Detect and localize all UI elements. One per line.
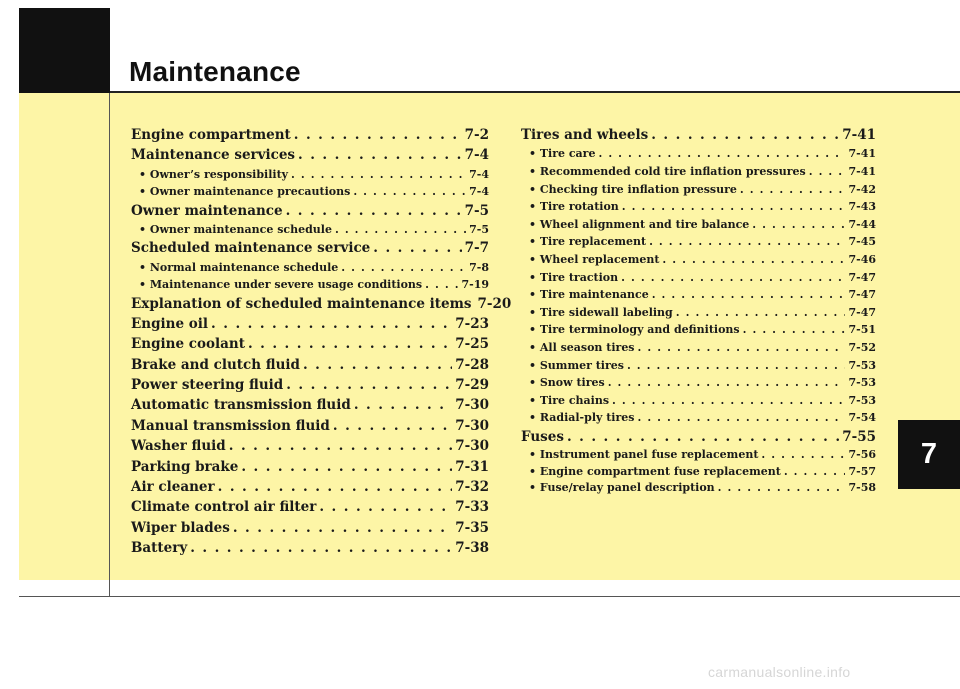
dot-leader: [627, 357, 846, 375]
dot-leader: [229, 436, 452, 456]
dot-leader: [612, 392, 845, 410]
toc-entry-label: • Normal maintenance schedule: [139, 260, 339, 274]
toc-subentry[interactable]: [521, 447, 876, 464]
toc-entry[interactable]: [131, 538, 489, 558]
toc-entry-page: 7-5: [464, 202, 489, 219]
dot-leader: [598, 145, 845, 163]
dot-leader: [373, 238, 461, 258]
toc-subentry[interactable]: [521, 145, 876, 163]
toc-entry-label: • Owner’s responsibility: [139, 167, 289, 181]
toc-entry-page: 7-4: [469, 167, 489, 181]
toc-entry-page: 7-41: [842, 127, 876, 143]
margin-divider: [109, 93, 110, 596]
toc-entry-page: 7-5: [469, 222, 489, 236]
chapter-tab[interactable]: 7: [898, 420, 960, 489]
toc-entry-page: 7-56: [848, 448, 876, 462]
toc-entry-label: • Checking tire inflation pressure: [529, 182, 737, 196]
dot-leader: [567, 427, 839, 447]
dot-leader: [248, 334, 452, 354]
toc-subentry[interactable]: [521, 216, 876, 234]
toc-right-column: [521, 125, 876, 497]
toc-left-column: [131, 125, 512, 559]
dot-leader: [608, 374, 846, 392]
toc-entry-label: • Engine compartment fuse replacement: [529, 464, 781, 478]
toc-entry-label: Explanation of scheduled maintenance items: [131, 295, 472, 312]
toc-entry-label: Air cleaner: [131, 479, 215, 496]
toc-entry[interactable]: [521, 427, 876, 447]
toc-entry[interactable]: [131, 334, 489, 354]
dot-leader: [294, 125, 462, 145]
toc-subentry[interactable]: [521, 269, 876, 287]
toc-entry-label: • Wheel alignment and tire balance: [529, 217, 750, 231]
toc-entry-page: 7-53: [848, 358, 876, 372]
toc-entry[interactable]: [131, 125, 489, 145]
toc-subentry[interactable]: [521, 163, 876, 181]
toc-entry-page: 7-53: [848, 393, 876, 407]
dot-leader: [621, 269, 845, 287]
toc-entry-label: Power steering fluid: [131, 377, 284, 394]
toc-entry-label: Washer fluid: [131, 438, 226, 455]
toc-entry-label: • Summer tires: [529, 358, 624, 372]
toc-entry-page: 7-41: [848, 147, 876, 161]
toc-entry-page: 7-54: [848, 411, 876, 425]
toc-entry-label: Owner maintenance: [131, 202, 283, 219]
dot-leader: [353, 183, 466, 200]
toc-subentry[interactable]: [521, 357, 876, 375]
bottom-divider: [19, 596, 960, 597]
toc-entry-page: 7-19: [461, 278, 489, 292]
page-title: Maintenance: [129, 56, 301, 87]
dot-leader: [649, 233, 845, 251]
toc-entry-page: 7-4: [469, 185, 489, 199]
dot-leader: [341, 259, 466, 276]
toc-entry-page: 7-42: [848, 182, 876, 196]
toc-subentry[interactable]: [521, 464, 876, 481]
toc-entry-label: Battery: [131, 540, 188, 557]
dot-leader: [761, 447, 845, 464]
toc-subentry[interactable]: [521, 392, 876, 410]
toc-entry-label: Brake and clutch fluid: [131, 356, 300, 373]
toc-subentry[interactable]: [521, 374, 876, 392]
dot-leader: [286, 201, 462, 221]
dot-leader: [740, 181, 846, 199]
toc-entry-page: 7-47: [848, 270, 876, 284]
toc-entry-page: 7-20: [477, 295, 512, 312]
toc-subentry[interactable]: [521, 198, 876, 216]
toc-entry[interactable]: [131, 497, 489, 517]
toc-entry-label: • Owner maintenance precautions: [139, 185, 351, 199]
dot-leader: [218, 477, 453, 497]
toc-entry-page: 7-44: [848, 217, 876, 231]
dot-leader: [298, 145, 462, 165]
toc-entry[interactable]: [131, 477, 489, 497]
toc-subentry[interactable]: [521, 181, 876, 199]
toc-entry-label: Engine compartment: [131, 127, 291, 143]
toc-entry-label: • Tire traction: [529, 270, 619, 284]
dot-leader: [676, 304, 846, 322]
header-black-block: [19, 8, 110, 93]
toc-entry-label: • Tire replacement: [529, 235, 647, 249]
toc-entry-label: Maintenance services: [131, 147, 296, 164]
toc-entry-label: Tires and wheels: [521, 127, 649, 143]
dot-leader: [335, 221, 466, 238]
toc-entry-page: 7-23: [455, 315, 489, 332]
watermark: carmanualsonline.info: [708, 664, 851, 680]
dot-leader: [233, 518, 452, 538]
toc-entry-page: 7-45: [848, 235, 876, 249]
dot-leader: [333, 416, 452, 436]
toc-entry-label: • Tire care: [529, 147, 596, 161]
toc-subentry[interactable]: [521, 409, 876, 427]
toc-subentry[interactable]: [521, 286, 876, 304]
toc-subentry[interactable]: [131, 166, 489, 183]
dot-leader: [354, 395, 452, 415]
dot-leader: [809, 163, 846, 181]
toc-entry-page: 7-38: [455, 540, 489, 557]
toc-entry-label: • Instrument panel fuse replacement: [529, 448, 759, 462]
dot-leader: [319, 497, 452, 517]
toc-entry-label: Engine coolant: [131, 336, 245, 353]
toc-subentry[interactable]: [521, 480, 876, 497]
toc-entry-page: 7-47: [848, 288, 876, 302]
dot-leader: [303, 355, 452, 375]
toc-entry-label: Parking brake: [131, 458, 239, 475]
toc-entry-page: 7-51: [848, 323, 876, 337]
toc-entry-label: • Radial-ply tires: [529, 411, 635, 425]
toc-entry-page: 7-57: [848, 464, 876, 478]
toc-entry[interactable]: [131, 238, 489, 258]
toc-entry[interactable]: [131, 436, 489, 456]
dot-leader: [241, 457, 452, 477]
toc-entry-page: 7-46: [848, 252, 876, 266]
toc-entry-label: • Tire sidewall labeling: [529, 305, 673, 319]
dot-leader: [652, 286, 846, 304]
toc-entry-page: 7-41: [848, 164, 876, 178]
toc-entry-page: 7-30: [455, 397, 489, 414]
toc-entry-label: • Recommended cold tire inflation pressures: [529, 164, 806, 178]
toc-entry-page: 7-31: [455, 458, 489, 475]
toc-entry[interactable]: [131, 518, 489, 538]
toc-subentry[interactable]: [521, 304, 876, 322]
toc-entry-label: Fuses: [521, 428, 564, 445]
toc-entry[interactable]: [131, 416, 489, 436]
toc-entry-page: 7-4: [464, 147, 489, 164]
toc-entry-label: • Tire terminology and definitions: [529, 323, 740, 337]
toc-entry-label: Automatic transmission fluid: [131, 397, 351, 414]
toc-entry[interactable]: [131, 314, 489, 334]
dot-leader: [286, 375, 452, 395]
toc-entry-page: 7-32: [455, 479, 489, 496]
toc-entry[interactable]: [521, 125, 876, 145]
dot-leader: [637, 409, 845, 427]
toc-entry-page: 7-30: [455, 417, 489, 434]
toc-entry-page: 7-52: [848, 340, 876, 354]
toc-entry[interactable]: [131, 355, 489, 375]
toc-entry-page: 7-7: [464, 240, 489, 257]
toc-entry-page: 7-30: [455, 438, 489, 455]
toc-entry-label: • All season tires: [529, 340, 635, 354]
dot-leader: [190, 538, 452, 558]
toc-subentry[interactable]: [521, 233, 876, 251]
toc-entry-page: 7-8: [469, 260, 489, 274]
toc-subentry[interactable]: [131, 221, 489, 238]
toc-entry[interactable]: [131, 201, 489, 221]
toc-entry[interactable]: [131, 294, 512, 314]
toc-entry-label: Engine oil: [131, 315, 209, 332]
toc-entry-label: Scheduled maintenance service: [131, 240, 371, 257]
toc-entry-label: • Tire maintenance: [529, 288, 649, 302]
toc-entry-page: 7-28: [455, 356, 489, 373]
toc-entry-label: • Owner maintenance schedule: [139, 222, 332, 236]
toc-entry-page: 7-55: [842, 428, 876, 445]
toc-entry-label: • Maintenance under severe usage conditions: [139, 278, 423, 292]
toc-entry-label: Wiper blades: [131, 519, 230, 536]
toc-subentry[interactable]: [521, 339, 876, 357]
toc-entry-page: 7-47: [848, 305, 876, 319]
dot-leader: [784, 464, 846, 481]
toc-subentry[interactable]: [521, 321, 876, 339]
toc-entry[interactable]: [131, 145, 489, 165]
toc-subentry[interactable]: [521, 251, 876, 269]
toc-entry-label: • Snow tires: [529, 376, 605, 390]
dot-leader: [743, 321, 846, 339]
toc-entry-page: 7-25: [455, 336, 489, 353]
toc-entry[interactable]: [131, 395, 489, 415]
toc-entry-page: 7-33: [455, 499, 489, 516]
dot-leader: [211, 314, 452, 334]
dot-leader: [622, 198, 846, 216]
toc-entry[interactable]: [131, 375, 489, 395]
toc-entry-page: 7-29: [455, 377, 489, 394]
toc-entry-label: Climate control air filter: [131, 499, 317, 516]
toc-entry[interactable]: [131, 457, 489, 477]
toc-entry-page: 7-58: [848, 481, 876, 495]
toc-subentry[interactable]: [131, 183, 489, 200]
dot-leader: [662, 251, 845, 269]
toc-entry-label: Manual transmission fluid: [131, 417, 330, 434]
dot-leader: [638, 339, 846, 357]
dot-leader: [752, 216, 845, 234]
dot-leader: [291, 166, 466, 183]
dot-leader: [718, 480, 846, 497]
toc-entry-label: • Tire chains: [529, 393, 610, 407]
toc-entry-label: • Tire rotation: [529, 200, 619, 214]
toc-subentry[interactable]: [131, 259, 489, 276]
toc-entry-page: 7-53: [848, 376, 876, 390]
dot-leader: [651, 125, 839, 145]
toc-entry-label: • Fuse/relay panel description: [529, 481, 715, 495]
toc-entry-label: • Wheel replacement: [529, 252, 660, 266]
toc-entry-page: 7-35: [455, 519, 489, 536]
toc-subentry[interactable]: [131, 276, 489, 293]
toc-entry-page: 7-2: [464, 127, 489, 143]
dot-leader: [425, 276, 458, 293]
toc-entry-page: 7-43: [848, 200, 876, 214]
